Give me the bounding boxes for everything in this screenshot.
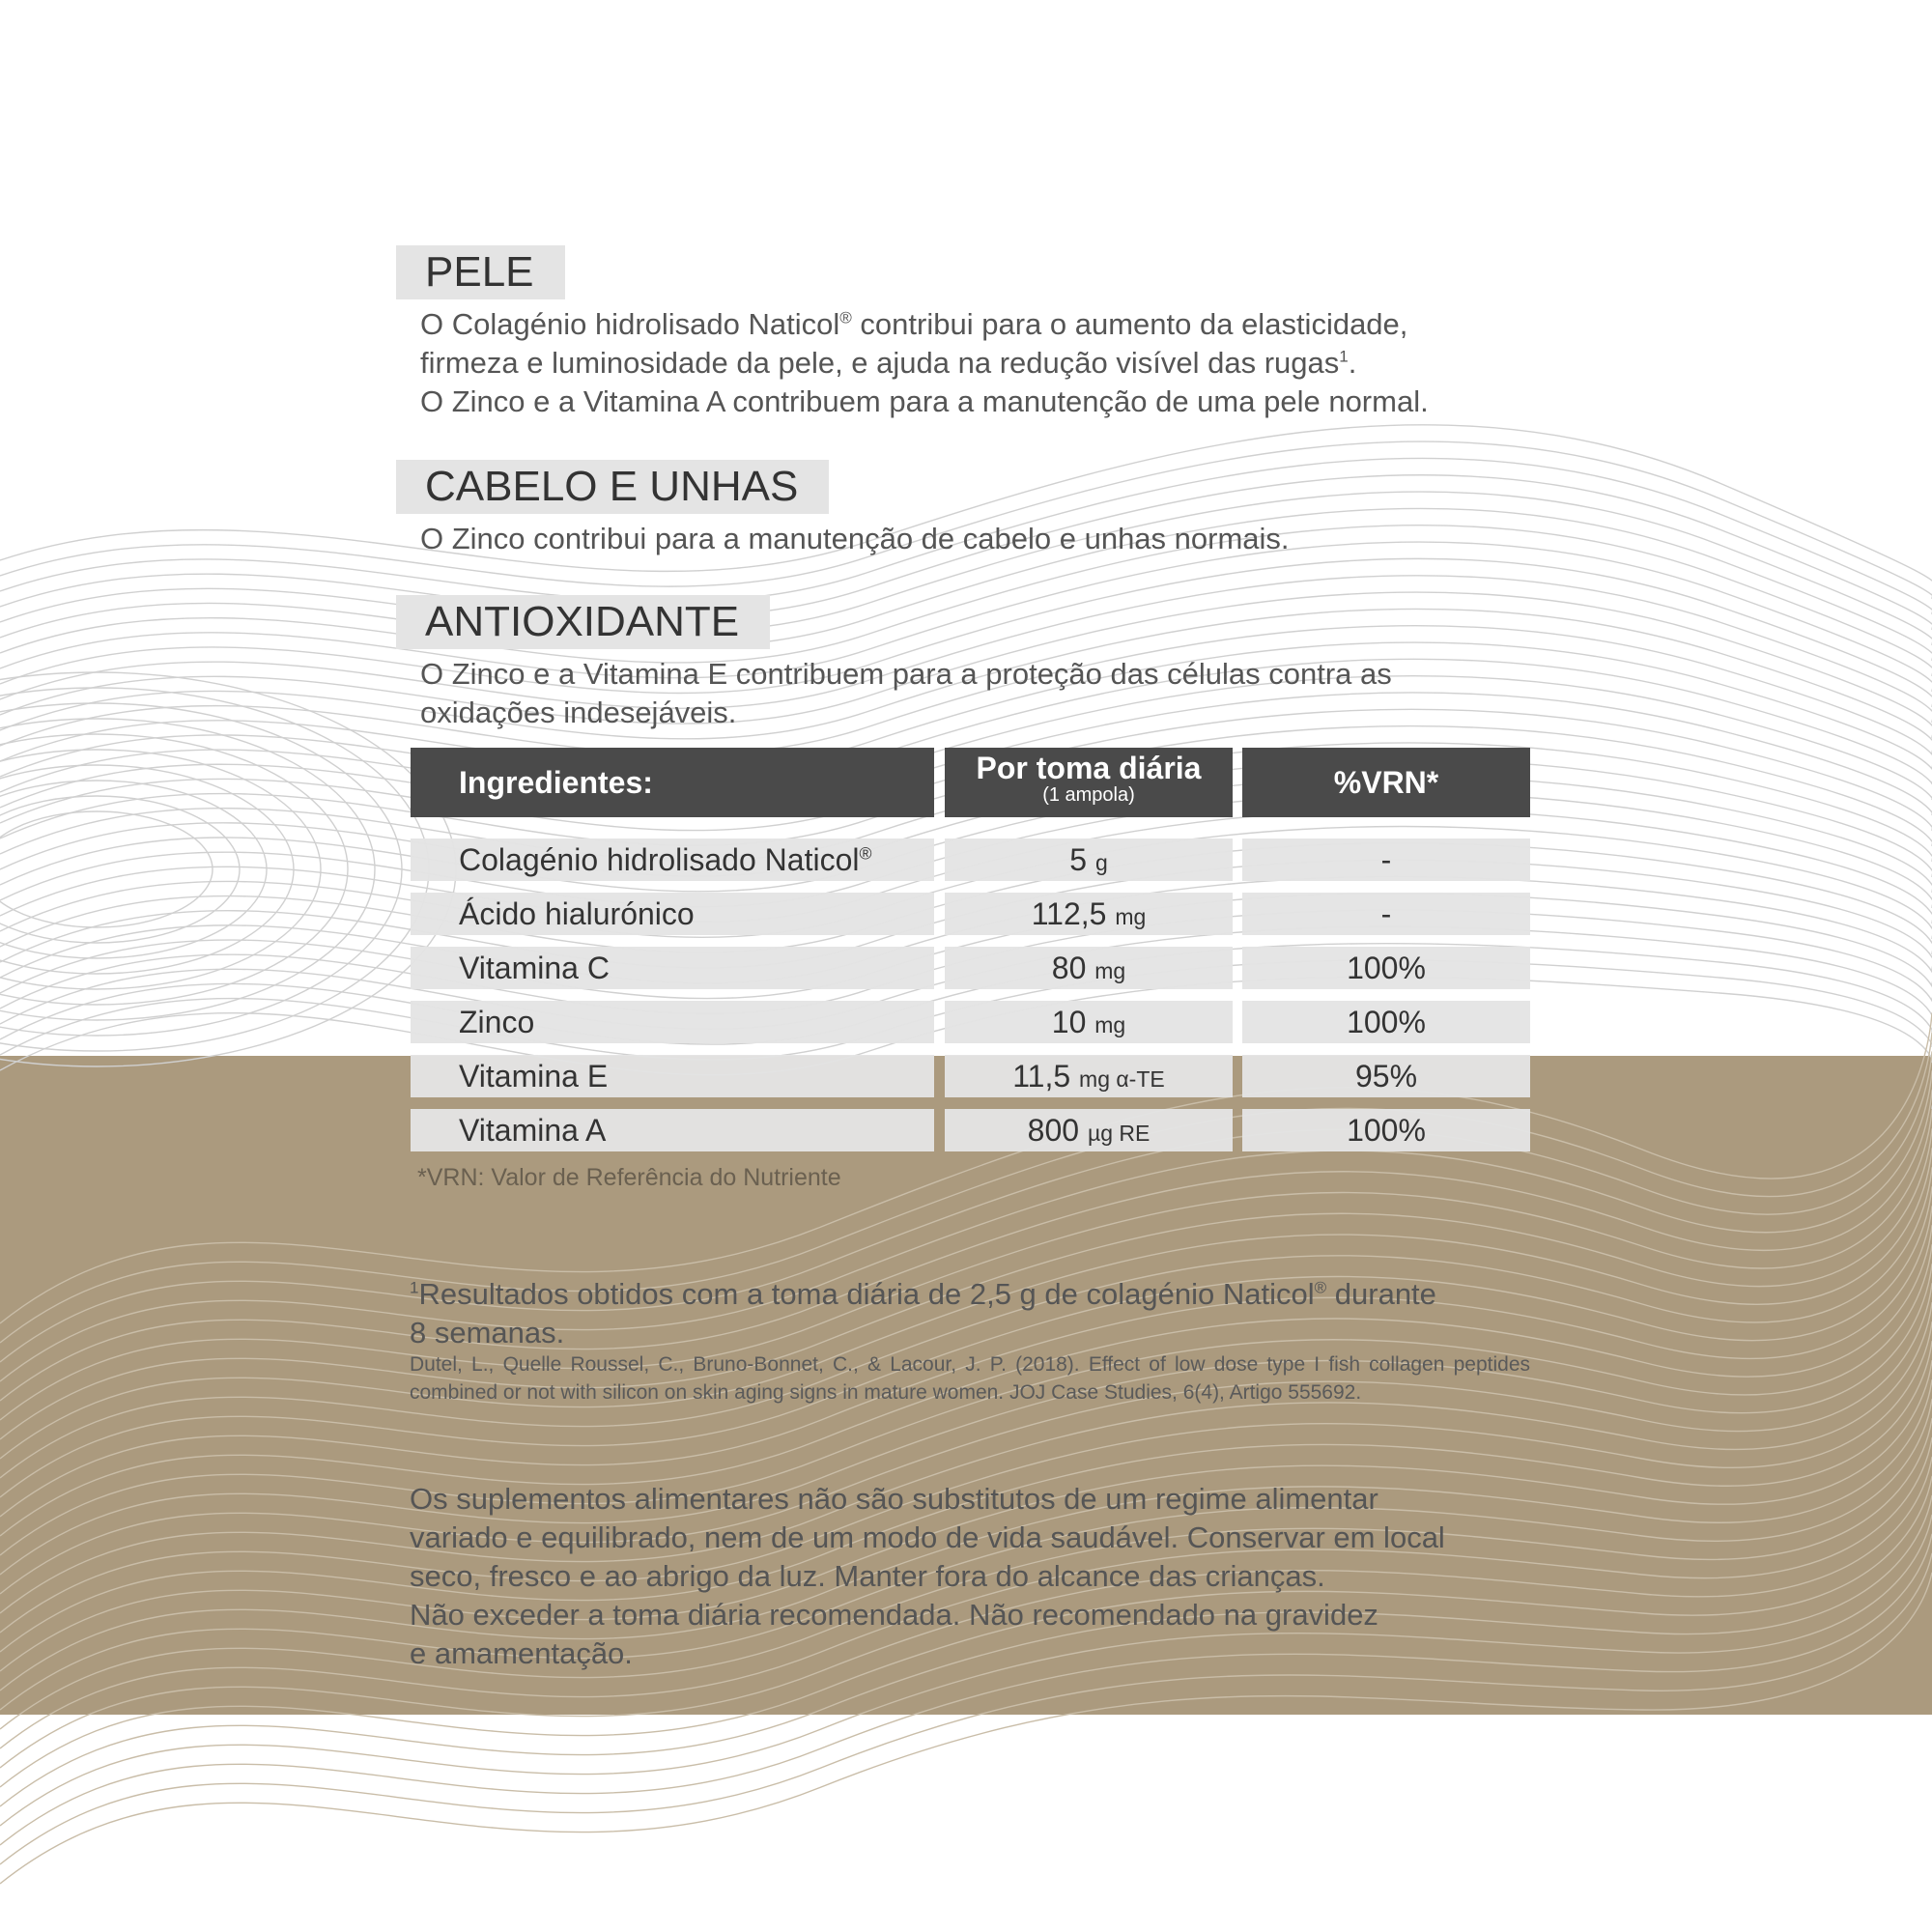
section-title-antioxidante: ANTIOXIDANTE	[396, 595, 770, 649]
footnote-text: $^1$Resultados obtidos com a toma diária de 2,5 g de colagénio Naticol® durante 8 semanas.	[410, 1277, 1436, 1350]
pele-line-3: O Zinco e a Vitamina A contribuem para a manutenção de uma pele normal.	[420, 384, 1429, 418]
table-header-ingredients: Ingredientes:	[411, 748, 934, 817]
table-row-vrn: -	[1242, 893, 1530, 935]
table-row-vrn: 95%	[1242, 1055, 1530, 1097]
disclaimer-line: variado e equilibrado, nem de um modo de vida saudável. Conservar em local	[410, 1520, 1445, 1554]
table-row-dose: 800 µg RE	[945, 1109, 1233, 1151]
table-row-ingredient: Vitamina C	[411, 947, 934, 989]
dose-header-sub: (1 ampola)	[1042, 784, 1135, 806]
table-header-dose	[945, 748, 1233, 817]
dose-header-title: Por toma diária	[976, 751, 1202, 785]
table-row-vrn: 100%	[1242, 1109, 1530, 1151]
pele-line-1: O Colagénio hidrolisado Naticol® contribui para o aumento da elasticidade,	[420, 307, 1408, 341]
antioxidante-line-1: O Zinco e a Vitamina E contribuem para a proteção das células contra as	[420, 657, 1392, 691]
table-row-dose: 5 g	[945, 838, 1233, 881]
table-row-vrn: 100%	[1242, 1001, 1530, 1043]
vrn-note: *VRN: Valor de Referência do Nutriente	[417, 1164, 841, 1191]
table-row-ingredient: Colagénio hidrolisado Naticol®	[411, 838, 934, 881]
disclaimer-line: Os suplementos alimentares não são substitutos de um regime alimentar	[410, 1482, 1378, 1516]
disclaimer-line: Não exceder a toma diária recomendada. Não recomendado na gravidez	[410, 1598, 1378, 1632]
pele-line-2: firmeza e luminosidade da pele, e ajuda na redução visível das rugas$^1$.	[420, 346, 1357, 380]
disclaimer-line: seco, fresco e ao abrigo da luz. Manter fora do alcance das crianças.	[410, 1559, 1325, 1593]
cabelo-line-1: O Zinco contribui para a manutenção de cabelo e unhas normais.	[420, 522, 1290, 555]
table-row-dose: 10 mg	[945, 1001, 1233, 1043]
table-row-dose: 112,5 mg	[945, 893, 1233, 935]
table-row-dose: 80 mg	[945, 947, 1233, 989]
table-row-ingredient: Ácido hialurónico	[411, 893, 934, 935]
table-row-dose: 11,5 mg α-TE	[945, 1055, 1233, 1097]
section-title-cabelo: CABELO E UNHAS	[396, 460, 829, 514]
table-row-ingredient: Vitamina E	[411, 1055, 934, 1097]
section-title-pele: PELE	[396, 245, 565, 299]
disclaimer	[410, 1480, 1569, 1673]
table-row-ingredient: Vitamina A	[411, 1109, 934, 1151]
table-row-ingredient: Zinco	[411, 1001, 934, 1043]
table-header-vrn: %VRN*	[1242, 748, 1530, 817]
table-row-vrn: 100%	[1242, 947, 1530, 989]
footnote-reference: Dutel, L., Quelle Roussel, C., Bruno-Bonnet, C., & Lacour, J. P. (2018). Effect of low dose type I fish collagen peptides combined or not with silicon on skin aging signs in mature women. JOJ Case Studies, 6(4), Artigo 555692.	[410, 1353, 1530, 1404]
table-row-vrn: -	[1242, 838, 1530, 881]
disclaimer-line: e amamentação.	[410, 1636, 633, 1670]
antioxidante-line-2: oxidações indesejáveis.	[420, 696, 737, 729]
